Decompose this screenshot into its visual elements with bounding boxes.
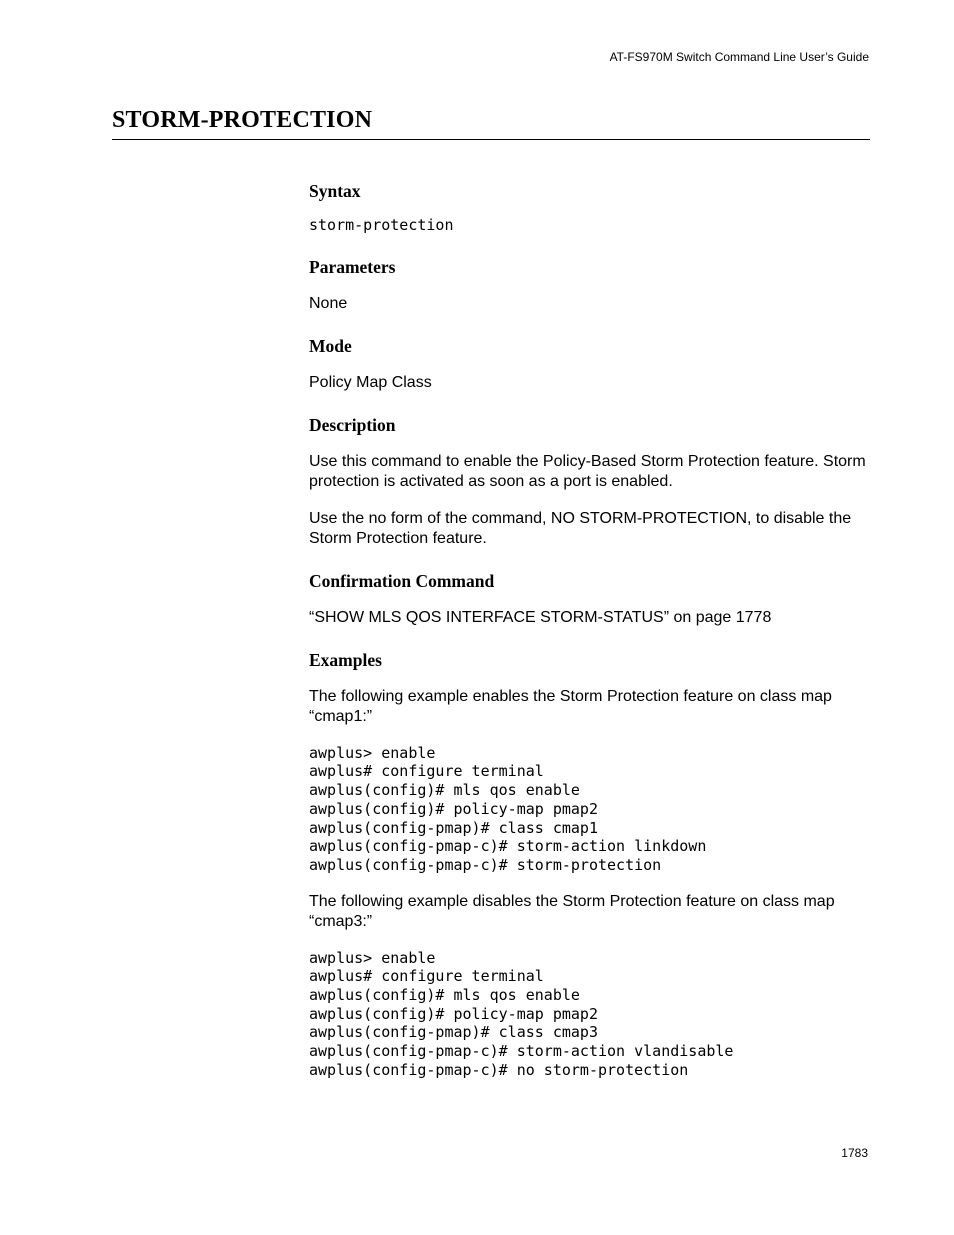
- content: [309, 180, 874, 1080]
- code-line: awplus> enable: [309, 743, 436, 762]
- example-1-intro: The following example enables the Storm Protection feature on class map “cmap1:”: [309, 687, 832, 725]
- running-header: AT-FS970M Switch Command Line User’s Guide: [609, 50, 869, 64]
- code-line: awplus(config-pmap-c)# storm-action vlandisable: [309, 1042, 734, 1061]
- parameters-heading: Parameters: [309, 256, 396, 277]
- code-line: awplus(config-pmap-c)# storm-action linkdown: [309, 837, 707, 856]
- title-rule: [112, 139, 870, 140]
- code-line: awplus(config)# policy-map pmap2: [309, 799, 598, 818]
- code-line: awplus# configure terminal: [309, 762, 544, 781]
- confirmation-link[interactable]: “SHOW MLS QOS INTERFACE STORM-STATUS” on page 1778: [309, 608, 772, 626]
- code-line: awplus# configure terminal: [309, 967, 544, 986]
- page-number: 1783: [841, 1146, 868, 1160]
- confirmation-heading: Confirmation Command: [309, 570, 495, 591]
- code-line: awplus(config-pmap-c)# storm-protection: [309, 855, 662, 874]
- code-line: awplus(config-pmap)# class cmap3: [309, 1023, 598, 1042]
- code-line: awplus(config-pmap)# class cmap1: [309, 818, 598, 837]
- examples-heading: Examples: [309, 649, 382, 670]
- code-line: awplus(config)# mls qos enable: [309, 781, 580, 800]
- code-line: awplus(config)# policy-map pmap2: [309, 1004, 598, 1023]
- code-line: awplus(config)# mls qos enable: [309, 986, 580, 1005]
- description-paragraph-1: Use this command to enable the Policy-Based Storm Protection feature. Storm protection is activated as soon as a port is enabled.: [309, 452, 866, 490]
- mode-text: Policy Map Class: [309, 373, 432, 391]
- syntax-heading: Syntax: [309, 181, 361, 201]
- example-2-code: [309, 949, 874, 1080]
- description-heading: Description: [309, 414, 396, 435]
- code-line: awplus> enable: [309, 948, 436, 967]
- example-2-intro: The following example disables the Storm Protection feature on class map “cmap3:”: [309, 892, 835, 930]
- example-1-code: [309, 744, 874, 875]
- page-title: STORM-PROTECTION: [112, 107, 373, 133]
- parameters-text: None: [309, 294, 348, 312]
- description-paragraph-2: Use the no form of the command, NO STORM-PROTECTION, to disable the Storm Protection feature.: [309, 509, 852, 547]
- syntax-command: storm-protection: [309, 216, 454, 234]
- code-line: awplus(config-pmap-c)# no storm-protection: [309, 1060, 689, 1079]
- mode-heading: Mode: [309, 335, 352, 356]
